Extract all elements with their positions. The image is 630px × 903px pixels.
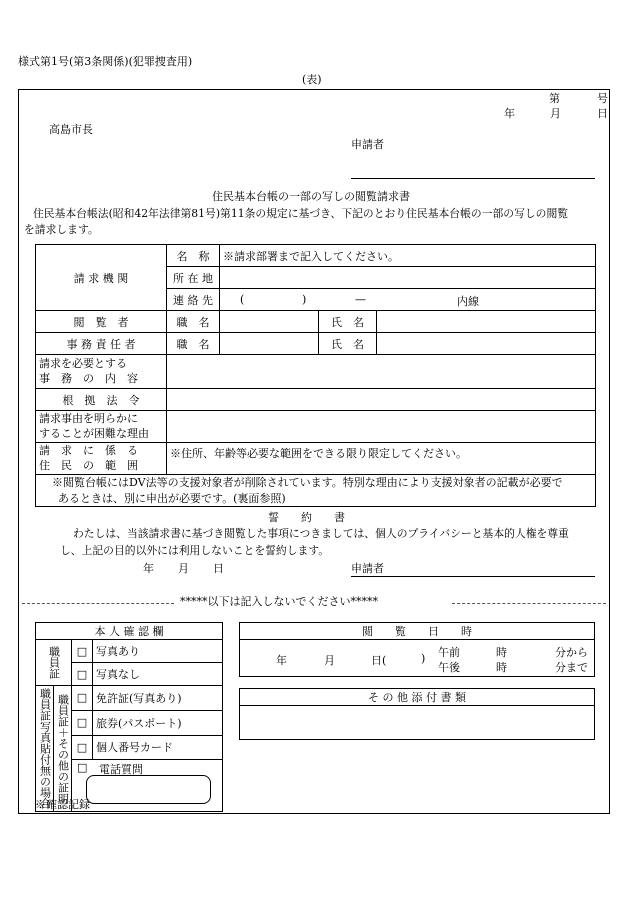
pledge-text-1: わたしは、当該請求書に基づき閲覧した事項につきましては、個人のプライバシーと基本的人権を尊重	[73, 527, 569, 540]
applicant-label: 申請者	[351, 138, 384, 151]
mynumber-card-label: 個人番号カード	[93, 735, 223, 760]
phone-inquiry-label: 電話質問	[99, 763, 143, 777]
basis-law-label: 根 拠 法 令	[36, 389, 167, 411]
contact-paren-open: (	[240, 293, 245, 306]
passport-label: 旅券(パスポート)	[93, 710, 223, 735]
scope-note: ※住所、年齢等必要な範囲をできる限り限定してください。	[170, 447, 467, 460]
contact-field[interactable]	[220, 289, 596, 311]
address-field[interactable]	[220, 267, 596, 289]
staff-id-label	[36, 640, 72, 686]
difficult-reason-line1: 請求事由を明らかに	[39, 411, 138, 425]
scope-field[interactable]	[167, 443, 596, 475]
view-datetime-table	[239, 622, 595, 677]
address-label: 所 在 地	[167, 267, 220, 289]
addressee: 高島市長	[49, 123, 93, 136]
viewer-name-field[interactable]	[377, 311, 596, 333]
attachments-field[interactable]	[240, 706, 595, 740]
applicant-signature-line[interactable]	[351, 178, 595, 179]
checkbox-mynumber[interactable]: □	[72, 735, 93, 760]
photo-yes-label: 写真あり	[93, 640, 223, 663]
separator-left	[22, 603, 174, 604]
header-year: 年	[504, 107, 515, 120]
purpose-label	[36, 355, 167, 389]
viewer-label: 閲 覧 者	[36, 311, 167, 333]
no-photo-case-text: 職員証写真貼付無の場合	[38, 688, 52, 809]
checkbox-license[interactable]: □	[72, 686, 93, 711]
view-hour-2: 時	[496, 661, 507, 674]
pledge-applicant-label: 申請者	[351, 562, 384, 575]
officer-title-label: 職 名	[167, 333, 220, 355]
phone-note-bracket	[86, 775, 211, 804]
header-month: 月	[550, 107, 561, 120]
name-label: 名 称	[167, 245, 220, 267]
attachments-table	[239, 688, 595, 740]
form-number-label: 様式第1号(第3条関係)(犯罪捜査用)	[18, 55, 193, 68]
contact-label: 連 絡 先	[167, 289, 220, 311]
contact-paren-close: )	[302, 293, 307, 306]
view-pm: 午後	[438, 661, 460, 674]
org-name-note: ※請求部署まで記入してください。	[223, 249, 399, 263]
view-month: 月	[324, 654, 335, 667]
checkbox-phone[interactable]: □	[77, 761, 88, 775]
scope-label-line2: 住 民 の 範 囲	[39, 458, 138, 472]
scope-label	[36, 443, 167, 475]
separator-right	[452, 603, 606, 604]
license-label: 免許証(写真あり)	[93, 686, 223, 711]
phone-inquiry-cell[interactable]	[72, 760, 223, 812]
purpose-field[interactable]	[167, 355, 596, 389]
officer-name-label: 氏 名	[319, 333, 377, 355]
doc-number-suffix: 号	[597, 92, 608, 105]
pledge-title: 誓 約 書	[268, 511, 345, 524]
intro-text-2: を請求します。	[24, 223, 99, 236]
difficult-reason-line2: することが困難な理由	[39, 426, 149, 440]
difficult-reason-label	[36, 411, 167, 443]
view-datetime-title: 閲 覧 日 時	[240, 623, 595, 640]
do-not-fill-notice: *****以下は記入しないでください*****	[180, 595, 378, 608]
id-check-table	[35, 622, 223, 812]
scope-label-line1: 請 求 に 係 る	[39, 443, 138, 457]
officer-name-field[interactable]	[377, 333, 596, 355]
requester-org-label: 請 求 機 関	[36, 245, 167, 311]
purpose-label-line2: 事 務 の 内 容	[39, 371, 138, 385]
attachments-title: そ の 他 添 付 書 類	[240, 689, 595, 706]
intro-text-1: 住民基本台帳法(昭和42年法律第81号)第11条の規定に基づき、下記のとおり住民基本台帳の一部の写しの閲覧	[33, 207, 569, 220]
viewer-title-label: 職 名	[167, 311, 220, 333]
checkbox-passport[interactable]: □	[72, 710, 93, 735]
purpose-label-line1: 請求を必要とする	[39, 356, 127, 370]
checkbox-photo-yes[interactable]: □	[72, 640, 93, 663]
officer-title-field[interactable]	[220, 333, 319, 355]
photo-no-label: 写真なし	[93, 663, 223, 686]
document-title: 住民基本台帳の一部の写しの閲覧請求書	[212, 190, 410, 203]
request-table	[35, 244, 596, 507]
viewer-name-label: 氏 名	[319, 311, 377, 333]
pledge-text-2: し、上記の目的以外には利用しないことを誓約します。	[60, 544, 330, 557]
dv-note	[36, 475, 596, 507]
pledge-day: 日	[213, 562, 224, 575]
pledge-month: 月	[178, 562, 189, 575]
header-day: 日	[597, 107, 608, 120]
view-until: 分まで	[555, 661, 588, 674]
view-year: 年	[276, 654, 287, 667]
view-day-close: )	[421, 652, 426, 665]
front-face-label: (表)	[302, 73, 322, 86]
dv-note-line1: ※閲覧台帳にはDV法等の支援対象者が削除されています。特別な理由により支援対象者の記載が必要で	[52, 476, 563, 490]
officer-label: 事 務 責 任 者	[36, 333, 167, 355]
pledge-signature-line[interactable]	[351, 576, 595, 577]
viewer-title-field[interactable]	[220, 311, 319, 333]
confirmation-record-label: ※確認記録	[35, 798, 90, 811]
staff-id-text: 職員証	[47, 646, 61, 679]
id-check-title: 本 人 確 認 欄	[36, 623, 223, 640]
contact-dash: —	[355, 293, 366, 306]
extension-label: 内線	[457, 295, 479, 308]
difficult-reason-field[interactable]	[167, 411, 596, 443]
view-day: 日(	[371, 654, 387, 667]
no-photo-case-label	[36, 686, 54, 812]
view-hour-1: 時	[496, 646, 507, 659]
view-from: 分から	[555, 646, 588, 659]
dv-note-line2: あるときは、別に申出が必要です。(裏面参照)	[58, 491, 286, 505]
basis-law-field[interactable]	[167, 389, 596, 411]
other-proof-text: 職員証＋その他の証明	[56, 693, 70, 804]
view-am: 午前	[438, 646, 460, 659]
pledge-year: 年	[143, 562, 154, 575]
org-name-cell[interactable]	[220, 245, 596, 267]
view-datetime-field[interactable]	[240, 640, 595, 677]
other-proof-label	[54, 686, 72, 812]
doc-number-prefix: 第	[549, 92, 560, 105]
checkbox-photo-no[interactable]: □	[72, 663, 93, 686]
